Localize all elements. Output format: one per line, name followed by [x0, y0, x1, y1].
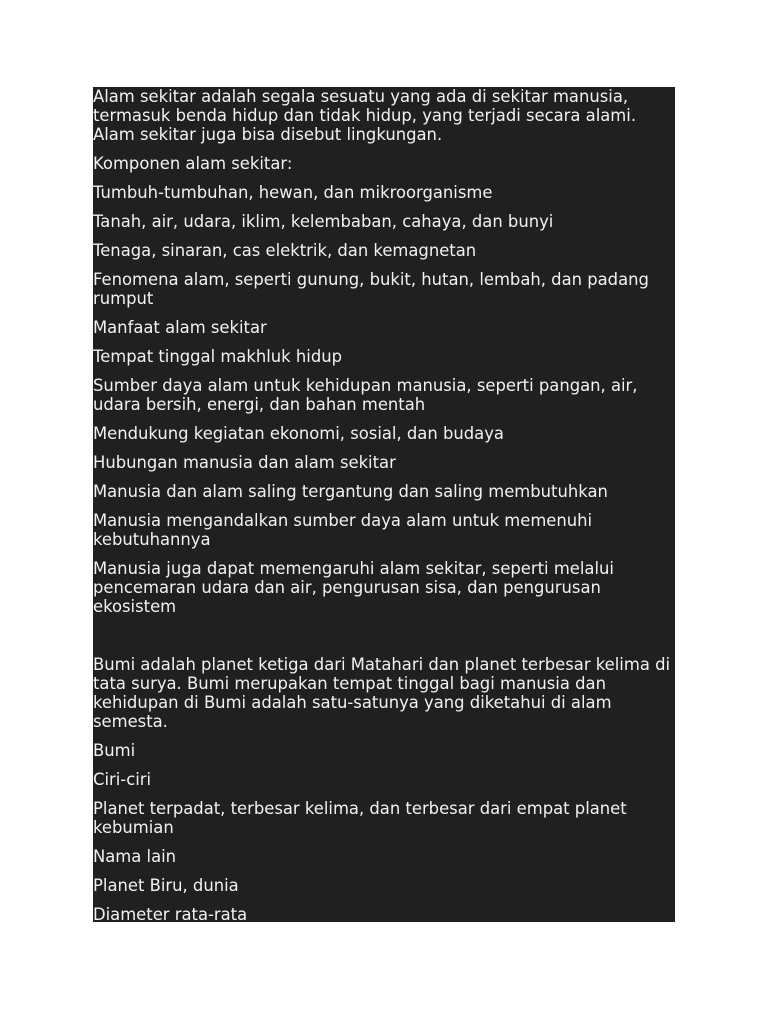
paragraph-nama-lain-value: Planet Biru, dunia: [93, 876, 239, 895]
paragraph-komponen-item-3: Tenaga, sinaran, cas elektrik, dan kemagnetan: [93, 241, 477, 260]
paragraph-komponen-item-2: Tanah, air, udara, iklim, kelembaban, cahaya, dan bunyi: [93, 212, 554, 231]
paragraph-alam-sekitar-definition: Alam sekitar adalah segala sesuatu yang ada di sekitar manusia, termasuk benda hidup dan tidak hidup, yang terjadi secara alami. Alam sekitar juga bisa disebut lingkungan.: [93, 87, 637, 144]
paragraph-manfaat-heading: Manfaat alam sekitar: [93, 318, 267, 337]
paragraph-komponen-item-4: Fenomena alam, seperti gunung, bukit, hutan, lembah, dan padang rumput: [93, 270, 649, 308]
paragraph-komponen-heading: Komponen alam sekitar:: [93, 154, 293, 173]
paragraph-hubungan-item-1: Manusia dan alam saling tergantung dan saling membutuhkan: [93, 482, 608, 501]
paragraph-manfaat-item-3: Mendukung kegiatan ekonomi, sosial, dan budaya: [93, 424, 504, 443]
paragraph-ciri-ciri-value: Planet terpadat, terbesar kelima, dan terbesar dari empat planet kebumian: [93, 799, 627, 837]
paragraph-hubungan-item-2: Manusia mengandalkan sumber daya alam untuk memenuhi kebutuhannya: [93, 511, 593, 549]
paragraph-bumi-definition: Bumi adalah planet ketiga dari Matahari dan planet terbesar kelima di tata surya. Bumi merupakan tempat tinggal bagi manusia dan kehidupan di Bumi adalah satu-satunya yang diketahui di alam semesta.: [93, 655, 671, 731]
paragraph-bumi-title: Bumi: [93, 741, 136, 760]
document-content-block: [93, 87, 675, 922]
paragraph-diameter-label: Diameter rata-rata: [93, 905, 248, 922]
paragraph-hubungan-heading: Hubungan manusia dan alam sekitar: [93, 453, 396, 472]
paragraph-manfaat-item-1: Tempat tinggal makhluk hidup: [93, 347, 343, 366]
section-spacer: [93, 626, 675, 655]
paragraph-hubungan-item-3: Manusia juga dapat memengaruhi alam sekitar, seperti melalui pencemaran udara dan air, pengurusan sisa, dan pengurusan ekosistem: [93, 559, 614, 616]
paragraph-nama-lain-label: Nama lain: [93, 847, 177, 866]
paragraph-manfaat-item-2: Sumber daya alam untuk kehidupan manusia, seperti pangan, air, udara bersih, energi, dan bahan mentah: [93, 376, 638, 414]
paragraph-komponen-item-1: Tumbuh-tumbuhan, hewan, dan mikroorganisme: [93, 183, 493, 202]
paragraph-ciri-ciri-label: Ciri-ciri: [93, 770, 152, 789]
